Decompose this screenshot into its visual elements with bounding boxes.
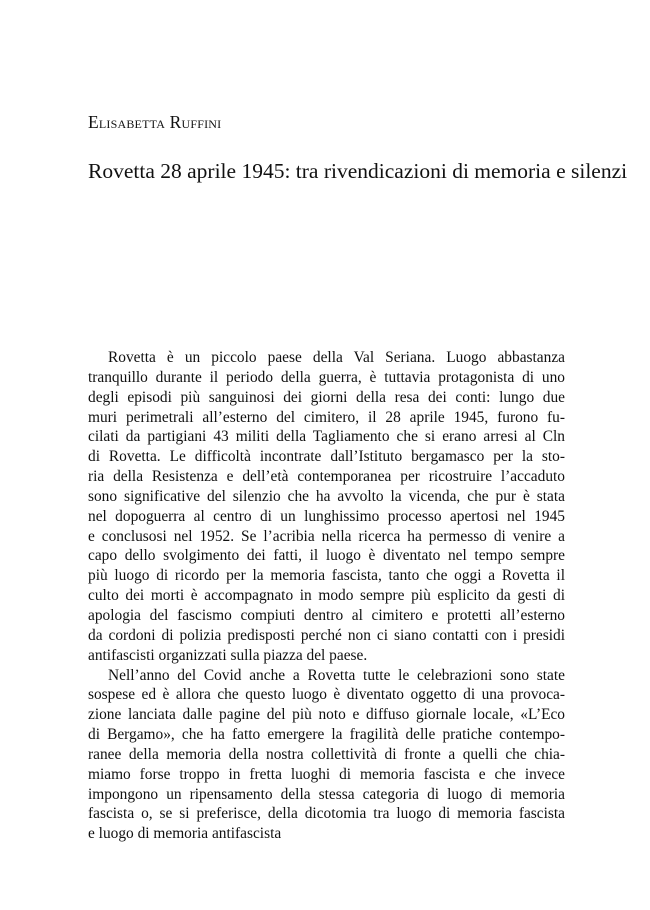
text-line: impongono un ripensamento della stessa categoria di luogo di memoria (88, 785, 565, 803)
text-line: sospese ed è allora che questo luogo è diventato oggetto di una provoca- (88, 686, 565, 704)
text-line: Rovetta è un piccolo paese della Val Seriana. Luogo abbastanza (108, 349, 565, 366)
text-line: muri perimetrali all’esterno del cimitero, il 28 aprile 1945, furono fu- (88, 408, 565, 426)
text-line: Nell’anno del Covid anche a Rovetta tutte le celebrazioni sono state (108, 666, 565, 684)
text-line: da cordoni di polizia predisposti perché non ci siano contatti con i presidi (88, 626, 565, 644)
paragraph-1 (88, 348, 565, 666)
chapter-title: Rovetta 28 aprile 1945: tra rivendicazioni di memoria e silenzi (88, 159, 628, 183)
text-line: di Bergamo», che ha fatto emergere la fragilità delle pratiche contempo- (88, 726, 565, 744)
text-line: culto dei morti è accompagnato in modo sempre più esplicito da gesti di (88, 587, 565, 605)
text-line: apologia del fascismo compiuti dentro al cimitero e protetti all’esterno (88, 606, 565, 624)
text-line: ria della Resistenza e dell’età contemporanea per ricostruire l’accaduto (88, 468, 565, 486)
author-name: Elisabetta Ruffini (88, 112, 222, 132)
text-line: capo dello svolgimento dei fatti, il luogo è diventato nel tempo sempre (88, 547, 565, 565)
text-line: e conclusosi nel 1952. Se l’acribia nella ricerca ha permesso di venire a (88, 527, 565, 545)
text-line: miamo forse troppo in fretta luoghi di memoria fascista e che invece (88, 765, 565, 783)
text-line: fascista o, se si preferisce, della dicotomia tra luogo di memoria fascista (88, 805, 565, 823)
text-line: degli episodi più sanguinosi dei giorni della resa dei conti: lungo due (88, 388, 565, 406)
text-line: antifascisti organizzati sulla piazza del paese. (88, 646, 368, 664)
text-line: zione lanciata dalle pagine del più noto e diffuso giornale locale, «L’Eco (88, 706, 565, 724)
text-line: di Rovetta. Le difficoltà incontrate dall’Istituto bergamasco per la sto- (88, 448, 565, 466)
paragraph-2 (88, 666, 565, 845)
text-line: tranquillo durante il periodo della guerra, è tuttavia protagonista di uno (88, 368, 565, 386)
text-line: cilati da partigiani 43 militi della Tagliamento che si erano arresi al Cln (88, 428, 565, 446)
text-line: ranee della memoria della nostra collettività di fronte a quelli che chia- (88, 745, 565, 763)
text-line: nel dopoguerra al centro di un lunghissimo processo apertosi nel 1945 (88, 507, 565, 525)
text-line: sono significative del silenzio che ha avvolto la vicenda, che pur è stata (88, 487, 565, 505)
body-text (88, 348, 565, 844)
text-line: più luogo di ricordo per la memoria fascista, tanto che oggi a Rovetta il (88, 567, 565, 585)
text-line: e luogo di memoria antifascista (88, 825, 282, 843)
